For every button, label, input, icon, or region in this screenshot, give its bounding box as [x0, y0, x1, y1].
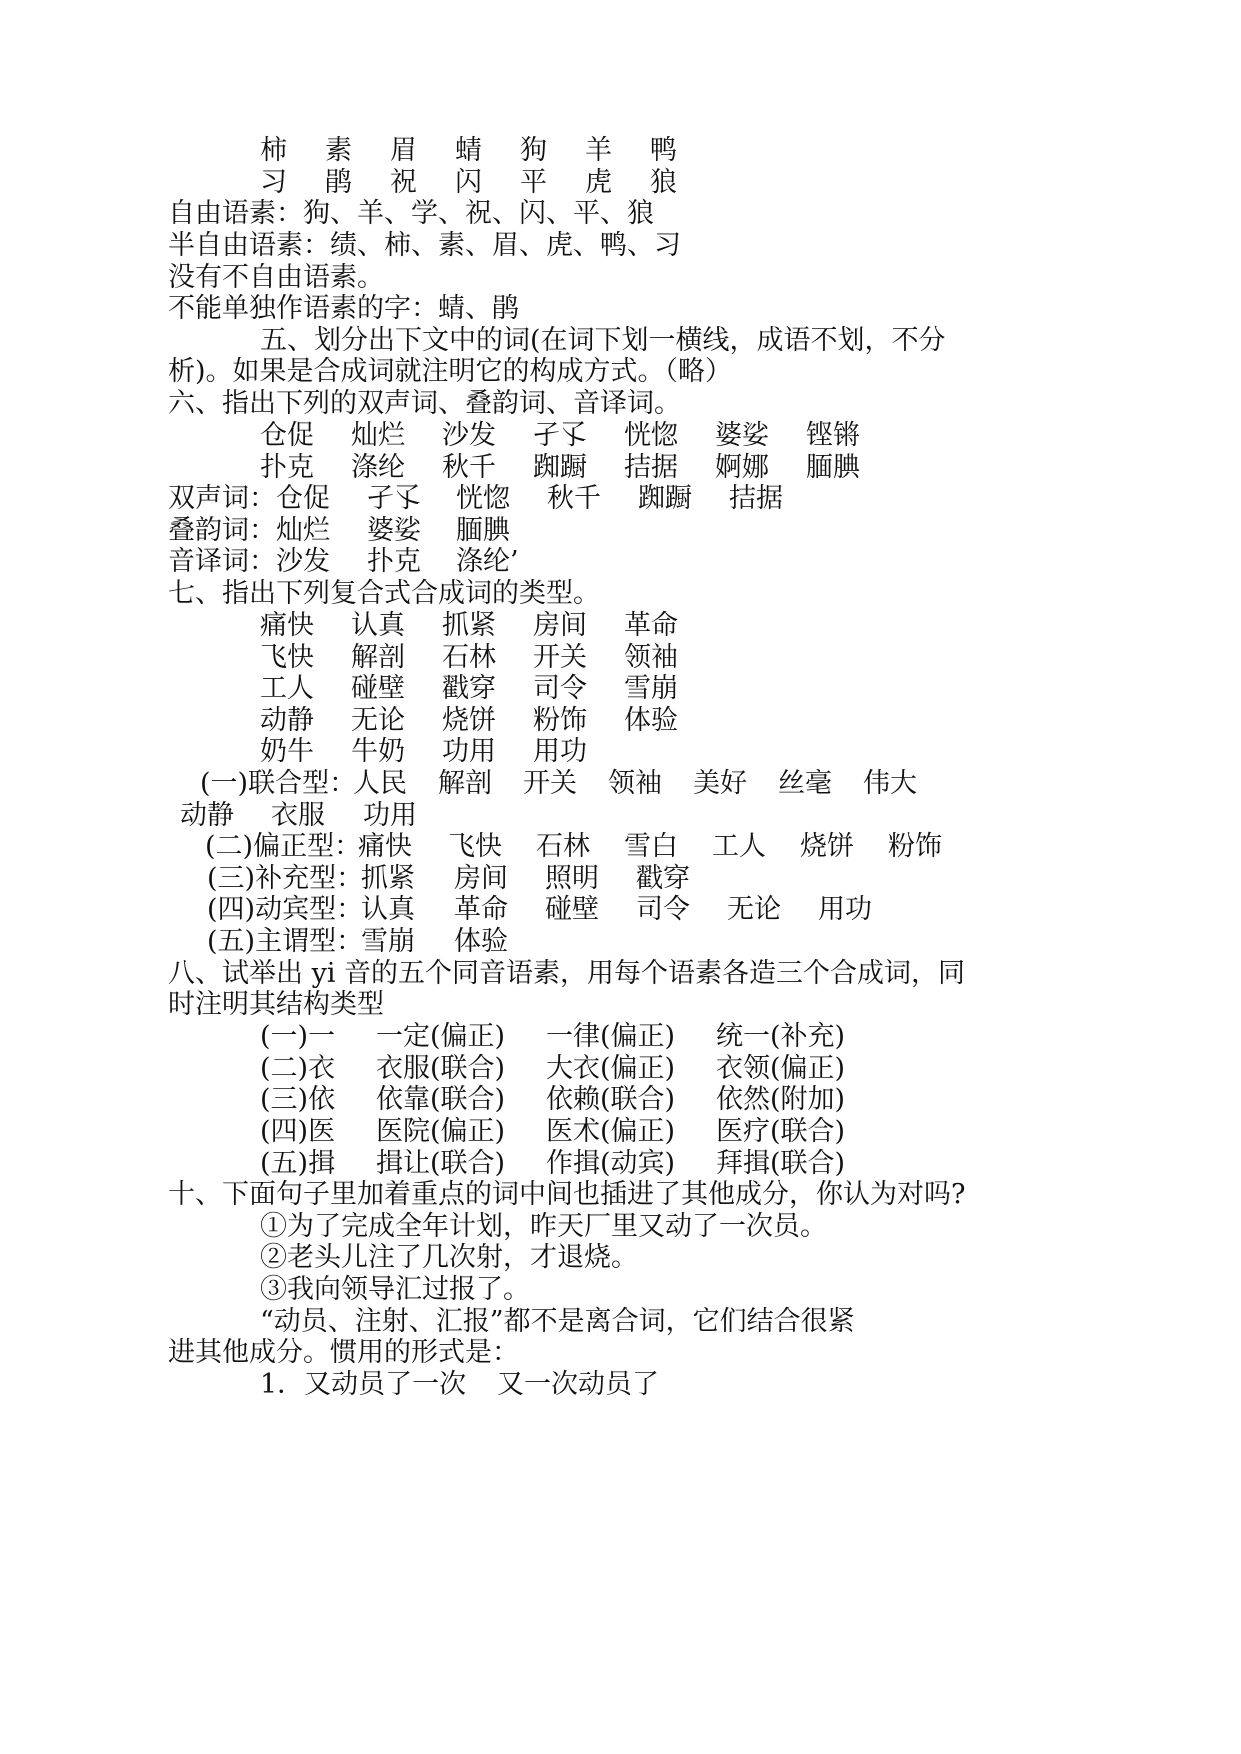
- word: 雪崩: [361, 926, 415, 957]
- word: 戳穿: [636, 863, 690, 894]
- morpheme-char: 狼: [650, 167, 677, 198]
- word: 粉饰: [533, 705, 587, 736]
- word: 用功: [533, 736, 587, 767]
- morpheme-char: 鸭: [650, 135, 677, 166]
- word: 碰壁: [545, 894, 599, 925]
- word: 铿锵: [806, 420, 860, 451]
- word: 石林: [536, 831, 590, 862]
- word: 无论: [727, 894, 781, 925]
- morpheme-char: 蜻: [455, 135, 482, 166]
- word: 痛快: [260, 610, 314, 641]
- word: 工人: [260, 673, 314, 704]
- word: 婀娜: [715, 452, 769, 483]
- word: 沙发: [442, 420, 496, 451]
- morpheme-label: (二)衣: [260, 1053, 336, 1084]
- word: 涤纶: [351, 452, 405, 483]
- word: 腼腆: [806, 452, 860, 483]
- word: 仓促: [276, 483, 330, 514]
- word: 用功: [818, 894, 872, 925]
- word: 工人: [712, 831, 766, 862]
- word: 灿烂: [276, 515, 330, 546]
- compound-word: 依赖(联合): [546, 1084, 676, 1115]
- word: 伟大: [863, 768, 917, 799]
- sentence-2: ②老头儿注了几次射，才退烧。: [260, 1242, 638, 1273]
- word: 粉饰: [888, 831, 942, 862]
- word: 拮据: [729, 483, 783, 514]
- word: 认真: [351, 610, 405, 641]
- morpheme-char: 素: [325, 135, 352, 166]
- word: 功用: [442, 736, 496, 767]
- word: 功用: [363, 800, 417, 831]
- word: 人民: [353, 768, 407, 799]
- answer-line-2: 进其他成分。惯用的形式是：: [168, 1337, 519, 1368]
- section8-line2: 时注明其结构类型: [168, 989, 384, 1020]
- morpheme-char: 习: [260, 167, 287, 198]
- word: 开关: [533, 642, 587, 673]
- compound-word: 衣领(偏正): [716, 1053, 846, 1084]
- word: 扑克: [367, 546, 421, 577]
- word: 恍惚: [624, 420, 678, 451]
- compound-word: 医术(偏正): [546, 1116, 676, 1147]
- free-morphemes: 自由语素：狗、羊、学、祝、闪、平、狼: [168, 198, 654, 229]
- category-label: (五)主谓型：: [207, 926, 364, 957]
- word: 踟蹰: [638, 483, 692, 514]
- morpheme-char: 祝: [390, 167, 417, 198]
- word: 抓紧: [361, 863, 415, 894]
- morpheme-label: (三)依: [260, 1084, 336, 1115]
- word: 领袖: [608, 768, 662, 799]
- word: 无论: [351, 705, 405, 736]
- morpheme-label: (四)医: [260, 1116, 336, 1147]
- word: 司令: [533, 673, 587, 704]
- word: 飞快: [448, 831, 502, 862]
- word: 恍惚: [456, 483, 510, 514]
- word: 衣服: [271, 800, 325, 831]
- word: 婆娑: [715, 420, 769, 451]
- non-morpheme-chars: 不能单独作语素的字：蜻、鹃: [168, 293, 519, 324]
- morpheme-char: 狗: [520, 135, 547, 166]
- morpheme-label: (一)一: [260, 1021, 336, 1052]
- word: 烧饼: [800, 831, 854, 862]
- word: 戳穿: [442, 673, 496, 704]
- word: 雪白: [624, 831, 678, 862]
- category-label: (四)动宾型：: [207, 894, 364, 925]
- morpheme-char: 平: [520, 167, 547, 198]
- compound-word: 一律(偏正): [546, 1021, 676, 1052]
- compound-word: 衣服(联合): [376, 1053, 506, 1084]
- section5-line1: 五、划分出下文中的词(在词下划一横线，成语不划，不分: [260, 325, 946, 356]
- word: 牛奶: [351, 736, 405, 767]
- word: 飞快: [260, 642, 314, 673]
- section10-heading: 十、下面句子里加着重点的词中间也插进了其他成分，你认为对吗?: [168, 1179, 966, 1210]
- word: 腼腆: [456, 515, 510, 546]
- word: 烧饼: [442, 705, 496, 736]
- word: 照明: [545, 863, 599, 894]
- word: 解剖: [351, 642, 405, 673]
- morpheme-char: 鹃: [325, 167, 352, 198]
- morpheme-char: 眉: [390, 135, 417, 166]
- word: 解剖: [438, 768, 492, 799]
- compound-word: 拜揖(联合): [716, 1148, 846, 1179]
- compound-word: 依然(附加): [716, 1084, 846, 1115]
- category-label: 音译词：: [168, 546, 276, 577]
- word: 奶牛: [260, 736, 314, 767]
- word: 房间: [533, 610, 587, 641]
- word: 灿烂: [351, 420, 405, 451]
- morpheme-char: 虎: [585, 167, 612, 198]
- word: 动静: [180, 800, 234, 831]
- word: 丝毫: [778, 768, 832, 799]
- word: 领袖: [624, 642, 678, 673]
- morpheme-char: 柿: [260, 135, 287, 166]
- compound-word: 揖让(联合): [376, 1148, 506, 1179]
- word: 司令: [636, 894, 690, 925]
- section8-line1: 八、试举出 yi 音的五个同音语素，用每个语素各造三个合成词，同: [168, 958, 966, 989]
- no-bound-morphemes: 没有不自由语素。: [168, 262, 384, 293]
- morpheme-char: 羊: [585, 135, 612, 166]
- word: 踟蹰: [533, 452, 587, 483]
- word: 拮据: [624, 452, 678, 483]
- word: 认真: [361, 894, 415, 925]
- category-label: (二)偏正型：: [205, 831, 362, 862]
- compound-word: 依靠(联合): [376, 1084, 506, 1115]
- word: 沙发: [276, 546, 330, 577]
- category-label: (一)联合型：: [200, 768, 357, 799]
- word: 抓紧: [442, 610, 496, 641]
- compound-word: 作揖(动宾): [546, 1148, 676, 1179]
- word: 革命: [454, 894, 508, 925]
- section5-line2: 析)。如果是合成词就注明它的构成方式。（略）: [168, 356, 733, 387]
- word: 涤纶’: [456, 546, 519, 577]
- category-label: 叠韵词：: [168, 515, 276, 546]
- sentence-1: ①为了完成全年计划，昨天厂里又动了一次员。: [260, 1211, 827, 1242]
- word: 仓促: [260, 420, 314, 451]
- word: 开关: [523, 768, 577, 799]
- word: 碰壁: [351, 673, 405, 704]
- answer-line-1: “动员、注射、汇报”都不是离合词，它们结合很紧: [260, 1306, 855, 1337]
- word: 痛快: [358, 831, 412, 862]
- compound-word: 统一(补充): [716, 1021, 846, 1052]
- compound-word: 一定(偏正): [376, 1021, 506, 1052]
- category-label: (三)补充型：: [207, 863, 364, 894]
- word: 孑孓: [533, 420, 587, 451]
- usage-form: 1．又动员了一次: [260, 1369, 467, 1400]
- word: 动静: [260, 705, 314, 736]
- sentence-3: ③我向领导汇过报了。: [260, 1274, 530, 1305]
- word: 体验: [624, 705, 678, 736]
- word: 革命: [624, 610, 678, 641]
- morpheme-label: (五)揖: [260, 1148, 336, 1179]
- word: 扑克: [260, 452, 314, 483]
- morpheme-char: 闪: [455, 167, 482, 198]
- section7-heading: 七、指出下列复合式合成词的类型。: [168, 578, 600, 609]
- word: 雪崩: [624, 673, 678, 704]
- semi-free-morphemes: 半自由语素：绩、柿、素、眉、虎、鸭、习: [168, 230, 681, 261]
- word: 孑孓: [367, 483, 421, 514]
- word: 石林: [442, 642, 496, 673]
- usage-form: 又一次动员了: [497, 1369, 659, 1400]
- word: 美好: [693, 768, 747, 799]
- compound-word: 医院(偏正): [376, 1116, 506, 1147]
- word: 秋千: [442, 452, 496, 483]
- compound-word: 医疗(联合): [716, 1116, 846, 1147]
- compound-word: 大衣(偏正): [546, 1053, 676, 1084]
- word: 房间: [454, 863, 508, 894]
- word: 秋千: [547, 483, 601, 514]
- word: 体验: [454, 926, 508, 957]
- category-label: 双声词：: [168, 483, 276, 514]
- section6-heading: 六、指出下列的双声词、叠韵词、音译词。: [168, 388, 681, 419]
- word: 婆娑: [367, 515, 421, 546]
